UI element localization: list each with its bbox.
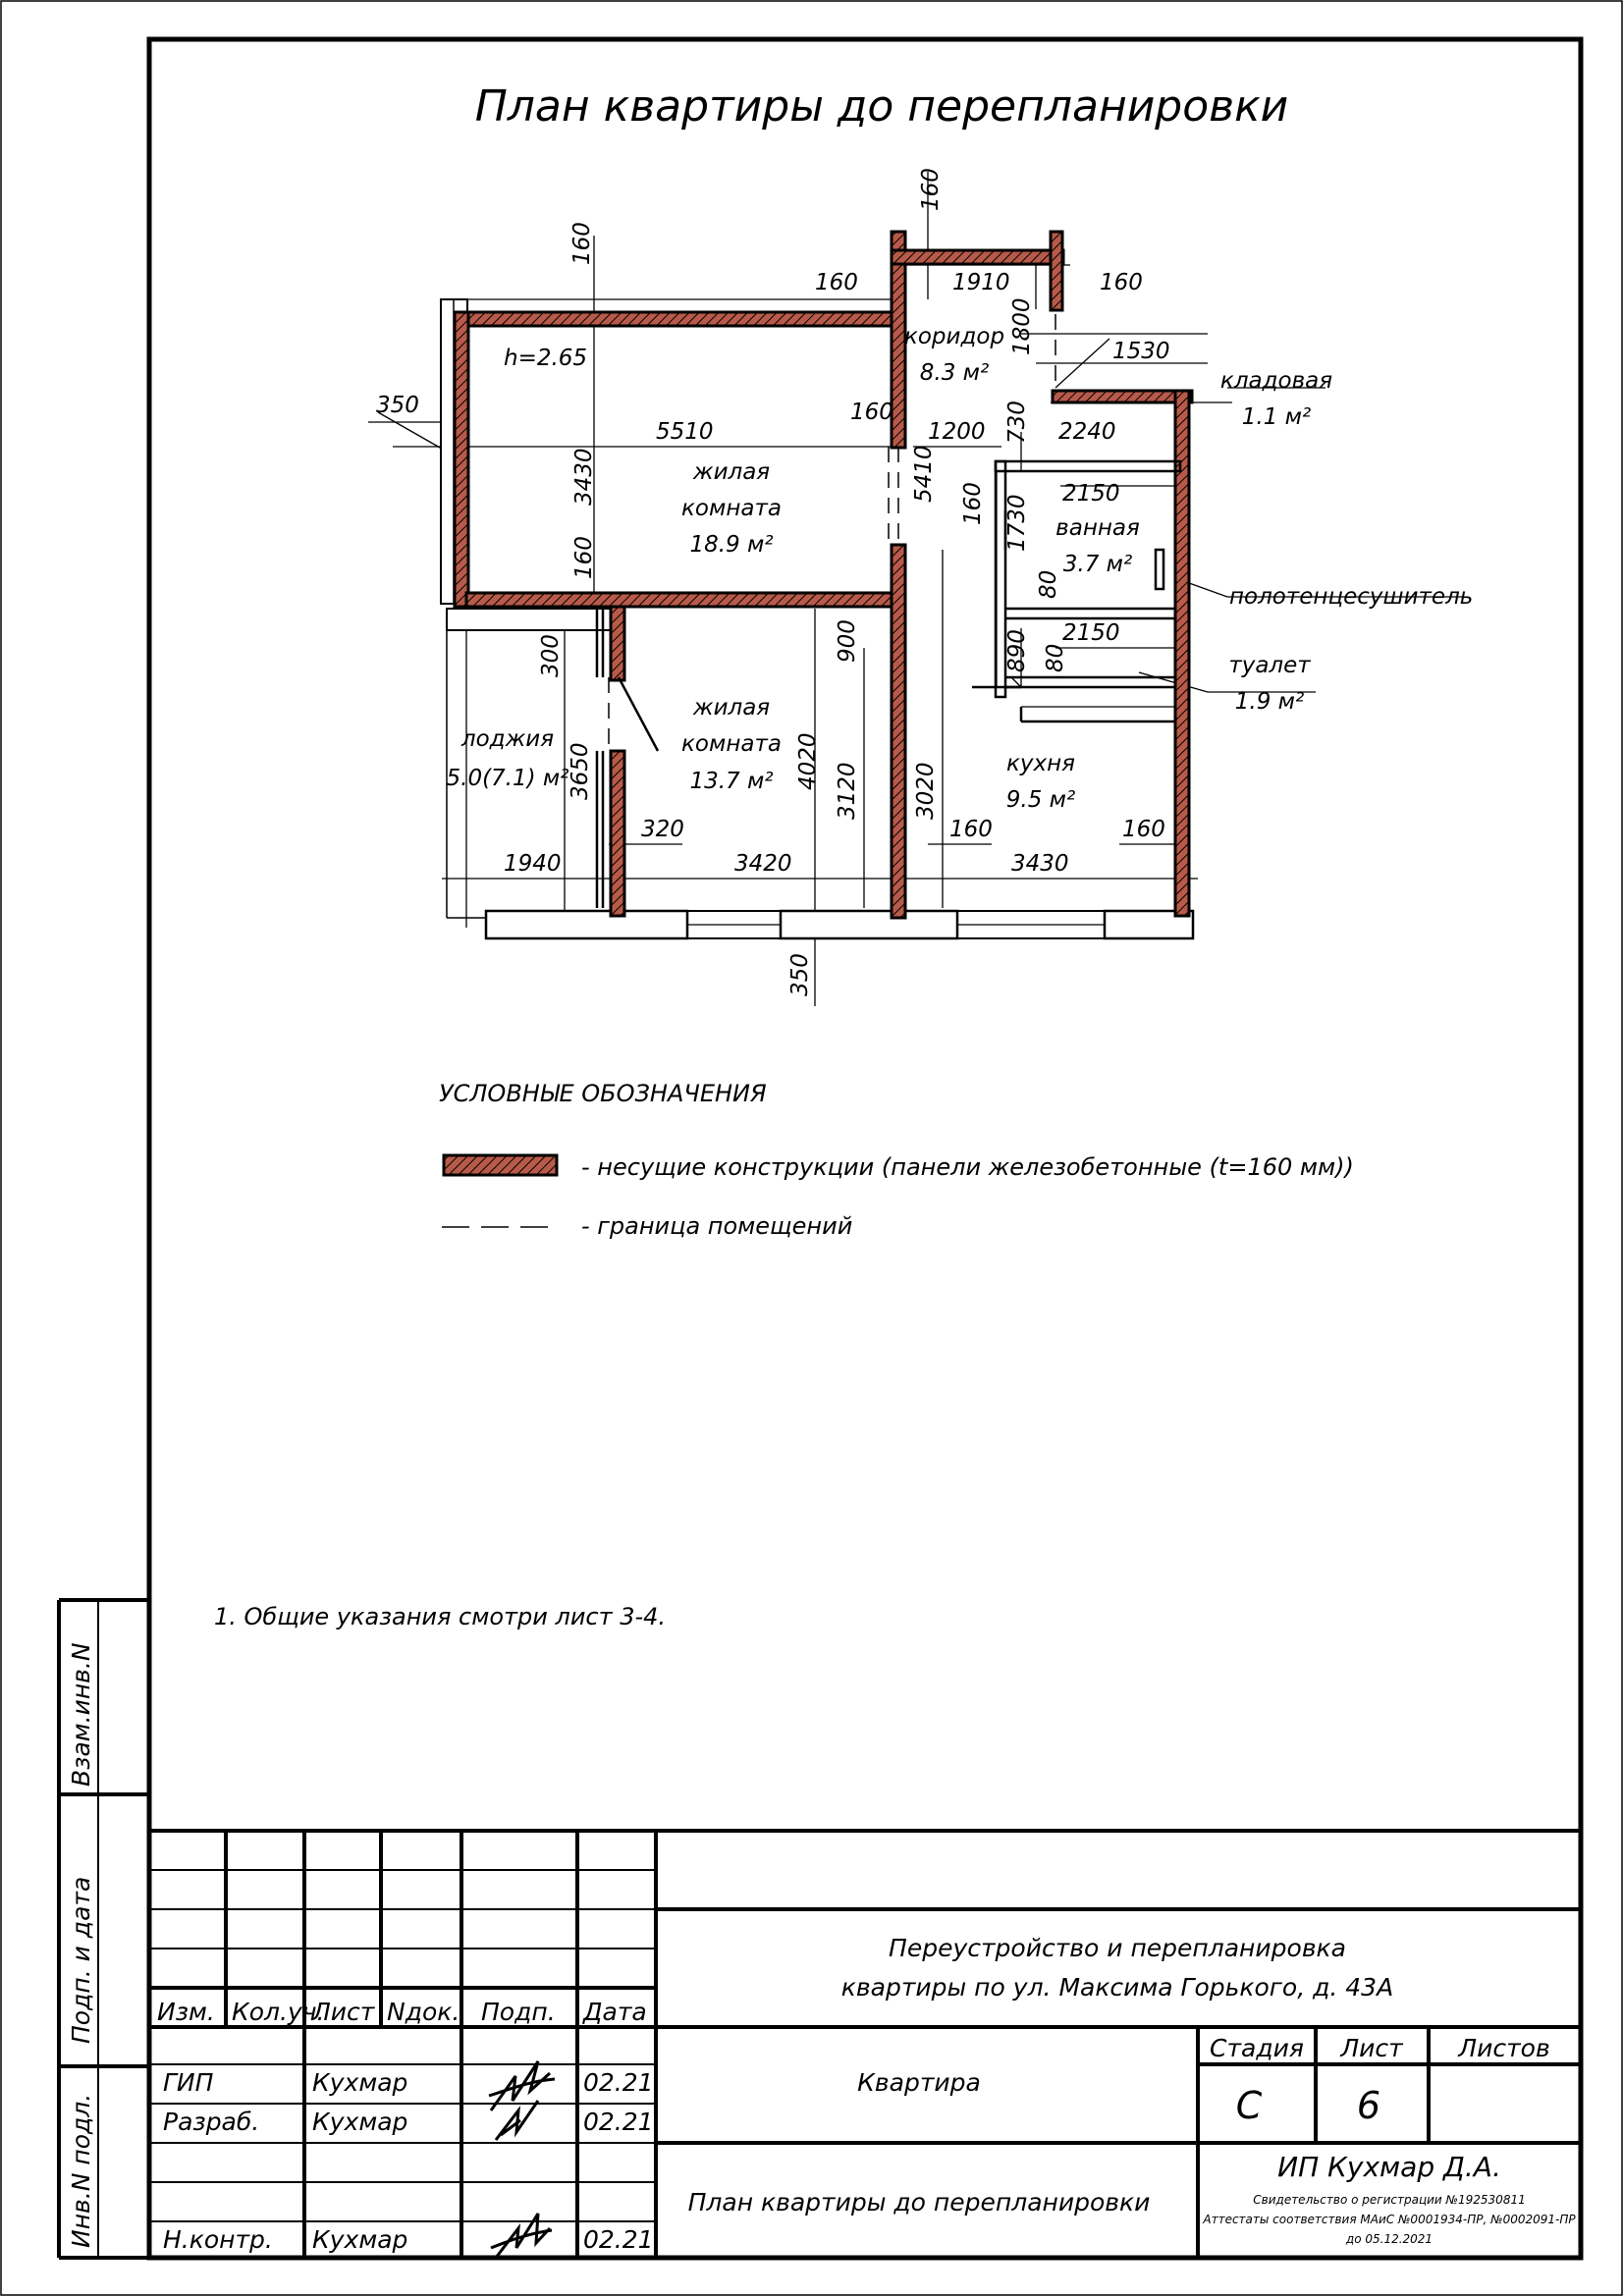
room-living1-name2: комната <box>681 496 782 521</box>
room-living1-area: 18.9 м² <box>689 532 774 558</box>
dim-1940: 1940 <box>504 851 562 877</box>
towel-dryer-label: полотенцесушитель <box>1229 584 1474 610</box>
dim-730: 730 <box>1004 400 1030 444</box>
dim-2240: 2240 <box>1058 419 1116 445</box>
dim-160-d: 160 <box>850 400 893 425</box>
dim-3420: 3420 <box>734 851 792 877</box>
legend-boundary-text: - граница помещений <box>581 1212 853 1240</box>
dim-890: 890 <box>1004 629 1030 672</box>
tb-cert3: до 05.12.2021 <box>1345 2232 1434 2246</box>
dim-350-b: 350 <box>787 953 813 996</box>
legend <box>439 1080 1354 1240</box>
dim-1200: 1200 <box>928 419 986 445</box>
room-toilet-area: 1.9 м² <box>1234 689 1305 715</box>
dim-1730: 1730 <box>1004 494 1030 552</box>
room-living2-name2: комната <box>681 731 782 757</box>
tb-header-podp: Подп. <box>481 1998 556 2026</box>
tb-project-line1: Переустройство и перепланировка <box>889 1934 1346 1962</box>
signature-gip <box>489 2061 555 2140</box>
signature-nkontr <box>491 2120 552 2258</box>
tb-header-list: Лист <box>312 1998 375 2026</box>
legend-heading: УСЛОВНЫЕ ОБОЗНАЧЕНИЯ <box>439 1080 767 1107</box>
dim-3430: 3430 <box>1011 851 1069 877</box>
dim-160-f: 160 <box>571 536 597 579</box>
tb-row-role: Н.контр. <box>163 2225 273 2254</box>
stamp-replace-inv: Взам.инв.N <box>67 1642 95 1787</box>
room-living1-name1: жилая <box>692 459 771 485</box>
dim-320: 320 <box>641 817 684 842</box>
tb-stage-value: С <box>1235 2084 1263 2127</box>
tb-cert2: Аттестаты соответствия МАиС №0001934-ПР, №0002091-ПР <box>1203 2213 1576 2226</box>
tb-sheet-value: 6 <box>1356 2084 1381 2127</box>
drawing-frame <box>149 39 1581 2258</box>
sheet-border <box>1 1 1622 2295</box>
tb-row-name: Кухмар <box>312 2068 408 2097</box>
room-living2-area: 13.7 м² <box>689 769 774 794</box>
room-kitchen-name: кухня <box>1006 751 1075 776</box>
title-block <box>149 1831 1581 2258</box>
room-living2-name1: жилая <box>692 695 771 721</box>
room-bath-name: ванная <box>1055 515 1140 541</box>
room-storage-area: 1.1 м² <box>1241 404 1312 430</box>
dim-3430-vertical: 3430 <box>571 448 597 506</box>
dim-1910: 1910 <box>952 270 1010 295</box>
room-loggia-name: лоджия <box>460 726 555 752</box>
tb-cert1: Свидетельство о регистрации №192530811 <box>1253 2193 1526 2207</box>
general-note: 1. Общие указания смотри лист 3-4. <box>214 1603 667 1630</box>
dim-900: 900 <box>835 619 860 663</box>
room-toilet-name: туалет <box>1228 653 1311 678</box>
room-bath-area: 3.7 м² <box>1062 552 1133 577</box>
dim-160-a: 160 <box>569 222 595 265</box>
dim-1800: 1800 <box>1009 297 1035 355</box>
tb-row-role: Разраб. <box>163 2108 260 2136</box>
tb-row-role: ГИП <box>163 2068 214 2097</box>
tb-row-date: 02.21 <box>583 2225 654 2254</box>
tb-stage-header: Стадия <box>1210 2034 1304 2062</box>
dim-350: 350 <box>376 393 419 418</box>
dim-160-top: 160 <box>918 168 944 211</box>
dim-3650: 3650 <box>568 742 593 800</box>
drawing-title: План квартиры до перепланировки <box>474 81 1289 132</box>
dim-80-a: 80 <box>1036 569 1061 599</box>
tb-header-kol: Кол.уч. <box>232 1998 325 2026</box>
room-loggia-area: 5.0(7.1) м² <box>446 766 569 791</box>
side-stamp <box>59 1600 149 2258</box>
tb-project-line2: квартиры по ул. Максима Горького, д. 43А <box>840 1973 1394 2002</box>
floor-plan <box>368 168 1473 1006</box>
tb-sheet-header: Лист <box>1340 2034 1403 2062</box>
dim-3120: 3120 <box>835 762 860 820</box>
stamp-sign-date: Подп. и дата <box>67 1876 95 2044</box>
dim-2150-a: 2150 <box>1062 481 1120 507</box>
dim-5510: 5510 <box>656 419 714 445</box>
height-label: h=2.65 <box>504 346 588 371</box>
dim-4020: 4020 <box>795 732 821 790</box>
tb-sheet-title: План квартиры до перепланировки <box>687 2188 1151 2216</box>
dim-160-c: 160 <box>1100 270 1143 295</box>
dim-2150-b: 2150 <box>1062 620 1120 646</box>
dim-3020: 3020 <box>913 762 939 820</box>
dim-5410: 5410 <box>911 445 937 503</box>
tb-header-izm: Изм. <box>157 1998 215 2026</box>
dim-160-h: 160 <box>1122 817 1165 842</box>
dim-160-e: 160 <box>960 482 986 525</box>
dim-160-g: 160 <box>949 817 993 842</box>
stamp-inv-original: Инв.N подл. <box>67 2093 95 2248</box>
legend-wall-swatch <box>444 1155 557 1175</box>
room-corridor-name: коридор <box>903 324 1005 349</box>
tb-object: Квартира <box>857 2068 981 2097</box>
tb-header-data: Дата <box>583 1998 647 2026</box>
room-kitchen-area: 9.5 м² <box>1005 787 1076 813</box>
tb-row-name: Кухмар <box>312 2108 408 2136</box>
tb-row-date: 02.21 <box>583 2068 654 2097</box>
tb-sheets-header: Листов <box>1458 2034 1550 2062</box>
dim-160-b: 160 <box>815 270 858 295</box>
tb-row-date: 02.21 <box>583 2108 654 2136</box>
room-storage-name: кладовая <box>1219 368 1333 394</box>
tb-row-name: Кухмар <box>312 2225 408 2254</box>
legend-bearing-text: - несущие конструкции (панели железобетонные (t=160 мм)) <box>581 1153 1354 1181</box>
tb-header-ndok: Nдок. <box>387 1998 460 2026</box>
dim-80-b: 80 <box>1043 643 1068 672</box>
tb-org: ИП Кухмар Д.А. <box>1277 2151 1501 2183</box>
room-labels <box>447 324 1474 813</box>
dim-1530: 1530 <box>1112 339 1170 364</box>
room-corridor-area: 8.3 м² <box>919 360 990 386</box>
dim-300: 300 <box>538 634 564 677</box>
